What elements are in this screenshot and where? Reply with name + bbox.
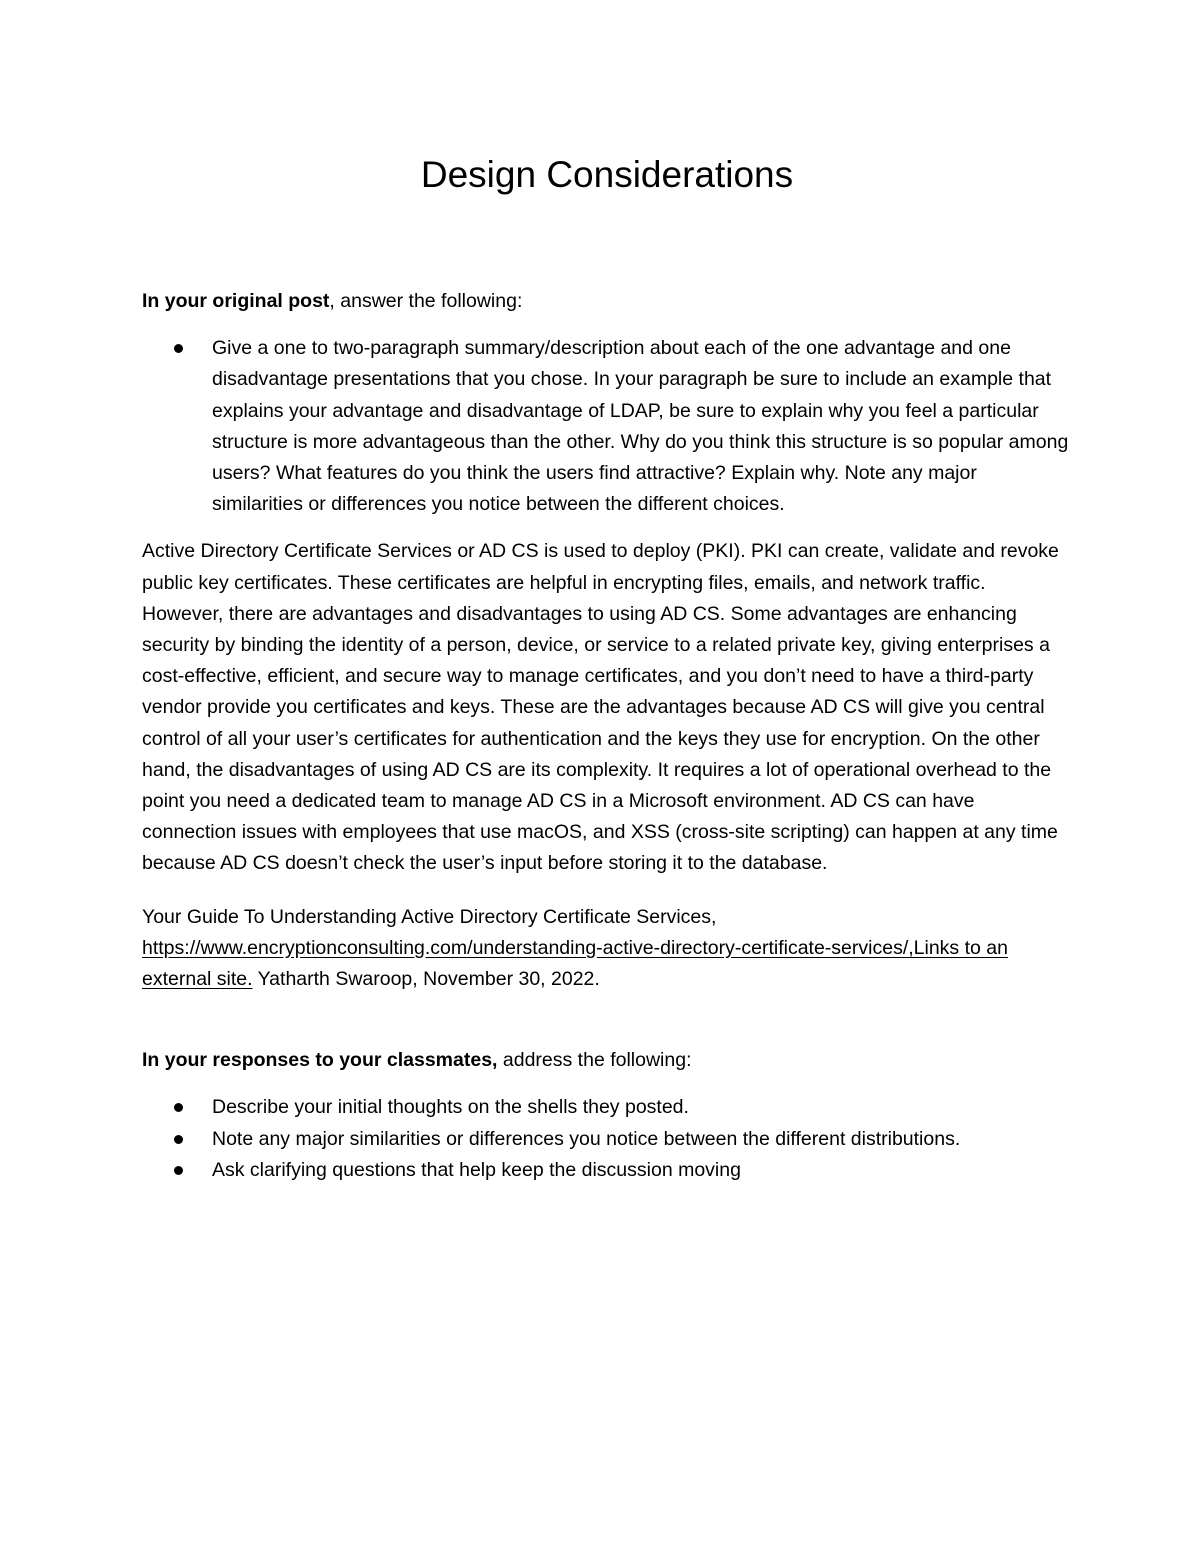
list-item-text: Ask clarifying questions that help keep the discussion moving	[212, 1158, 741, 1181]
responses-lead: In your responses to your classmates,	[142, 1049, 498, 1072]
document-page	[142, 150, 1072, 1202]
citation-source-title: Your Guide To Understanding Active Directory Certificate Services,	[142, 905, 717, 928]
list-item	[142, 1124, 1072, 1155]
citation	[142, 902, 1072, 996]
original-post-instructions	[142, 286, 1072, 317]
original-post-bullet-list	[142, 333, 1072, 520]
list-item	[142, 1155, 1072, 1186]
bullet-icon	[174, 1166, 183, 1175]
bullet-icon	[174, 344, 183, 353]
page-title: Design Considerations	[420, 154, 794, 195]
list-item-text: Note any major similarities or differences you notice between the different distributions.	[212, 1127, 961, 1150]
original-post-lead-rest: , answer the following:	[329, 290, 523, 312]
citation-author-date: Yatharth Swaroop, November 30, 2022.	[252, 968, 600, 991]
responses-lead-rest: address the following:	[497, 1049, 692, 1072]
responses-bullet-list	[142, 1092, 1072, 1186]
list-item	[142, 1092, 1072, 1123]
list-item	[142, 333, 1072, 520]
list-item-text: Describe your initial thoughts on the shells they posted.	[212, 1096, 689, 1119]
bullet-icon	[174, 1103, 183, 1112]
original-post-lead: In your original post	[142, 290, 330, 312]
bullet-icon	[174, 1135, 183, 1144]
responses-instructions	[142, 1045, 1072, 1076]
list-item-text: Give a one to two-paragraph summary/description about each of the one advantage and one disadvantage presentations that you chose. In your paragraph be sure to include an example that explains your advantage and disadvantage of LDAP, be sure to explain why you feel a particular structure is more advantageous than the other. Why do you think this structure is so popular among users? What features do you think the users find attractive? Explain why. Note any major similarities or differences you notice between the different choices.	[212, 337, 1069, 516]
citation-link[interactable]: https://www.encryptionconsulting.com/understanding-active-directory-certificate-services/,Links to an external site.	[142, 936, 1008, 991]
body-paragraph: Active Directory Certificate Services or AD CS is used to deploy (PKI). PKI can create, validate and revoke public key certificates. These certificates are helpful in encrypting files, emails, and network traffic. However, there are advantages and disadvantages to using AD CS. Some advantages are enhancing security by binding the identity of a person, device, or service to a related private key, giving enterprises a cost-effective, efficient, and secure way to manage certificates, and you don’t need to have a third-party vendor provide you certificates and keys. These are the advantages because AD CS will give you central control of all your user’s certificates for authentication and the keys they use for encryption. On the other hand, the disadvantages of using AD CS are its complexity. It requires a lot of operational overhead to the point you need a dedicated team to manage AD CS in a Microsoft environment. AD CS can have connection issues with employees that use macOS, and XSS (cross-site scripting) can happen at any time because AD CS doesn’t check the user’s input before storing it to the database.	[142, 540, 1059, 875]
